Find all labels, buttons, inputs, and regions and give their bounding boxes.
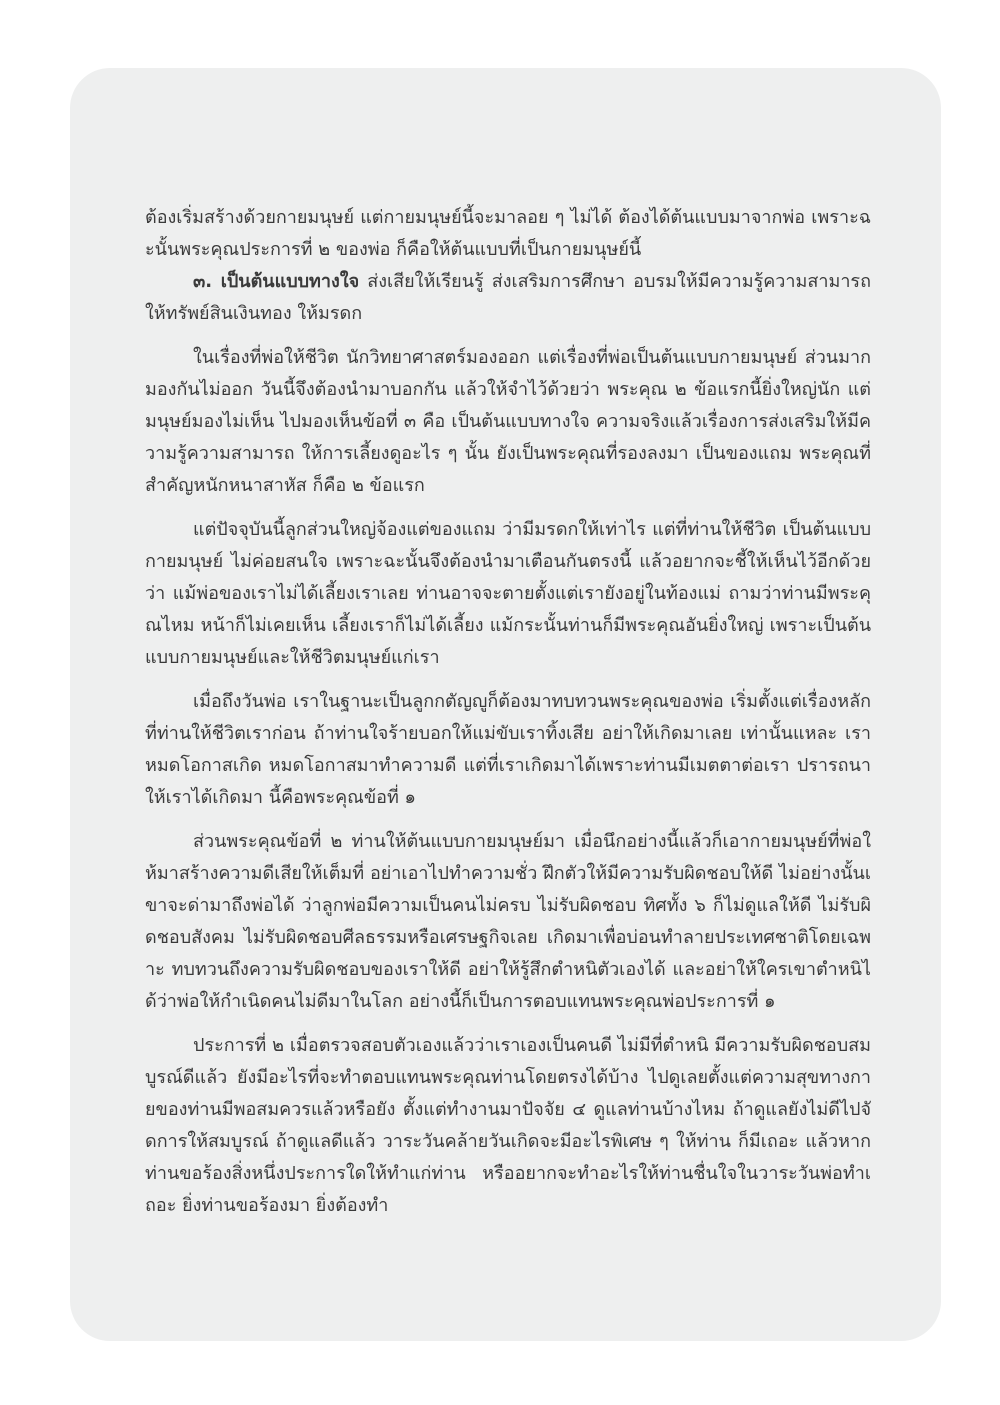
paragraph: ในเรื่องที่พ่อให้ชีวิต นักวิทยาศาสตร์มองออก แต่เรื่องที่พ่อเป็นต้นแบบกายมนุษย์ ส่วนมากมองกันไม่ออก วันนี้จึงต้องนำมาบอกกัน แล้วให้จำไว้ด้วยว่า พระคุณ ๒ ข้อแรกนี้ยิ่งใหญ่นัก แต่มนุษย์มองไม่เห็น ไปมองเห็นข้อที่ ๓ คือ เป็นต้นแบบทางใจ ความจริงแล้วเรื่องการส่งเสริมให้มีความรู้ความสามารถ ให้การเลี้ยงดูอะไร ๆ นั้น ยังเป็นพระคุณที่รองลงมา เป็นของแถม พระคุณที่สำคัญหนักหนาสาหัส ก็คือ ๒ ข้อแรก — [145, 347, 871, 496]
paragraph: ส่วนพระคุณข้อที่ ๒ ท่านให้ต้นแบบกายมนุษย์มา เมื่อนึกอย่างนี้แล้วก็เอากายมนุษย์ที่พ่อให้มาสร้างความดีเสียให้เต็มที่ อย่าเอาไปทำความชั่ว ฝึกตัวให้มีความรับผิดชอบให้ดี ไม่อย่างนั้นเขาจะด่ามาถึงพ่อได้ ว่าลูกพ่อมีความเป็นคนไม่ครบ ไม่รับผิดชอบ ทิศทั้ง ๖ ก็ไม่ดูแลให้ดี ไม่รับผิดชอบสังคม ไม่รับผิดชอบศีลธรรมหรือเศรษฐกิจเลย เกิดมาเพื่อบ่อนทำลายประเทศชาติโดยเฉพาะ ทบทวนถึงความรับผิดชอบของเราให้ดี อย่าให้รู้สึกตำหนิตัวเองได้ และอย่าให้ใครเขาตำหนิได้ว่าพ่อให้กำเนิดคนไม่ดีมาในโลก อย่างนี้ก็เป็นการตอบแทนพระคุณพ่อประการที่ ๑ — [145, 831, 871, 1012]
paragraph-item-3 — [145, 266, 871, 330]
paragraph: ประการที่ ๒ เมื่อตรวจสอบตัวเองแล้วว่าเราเองเป็นคนดี ไม่มีที่ตำหนิ มีความรับผิดชอบสมบูรณ์ดีแล้ว ยังมีอะไรที่จะทำตอบแทนพระคุณท่านโดยตรงได้บ้าง ไปดูเลยตั้งแต่ความสุขทางกายของท่านมีพอสมควรแล้วหรือยัง ตั้งแต่ทำงานมาปัจจัย ๔ ดูแลท่านบ้างไหม ถ้าดูแลยังไม่ดีไปจัดการให้สมบูรณ์ ถ้าดูแลดีแล้ว วาระวันคล้ายวันเกิดจะมีอะไรพิเศษ ๆ ให้ท่าน ก็มีเถอะ แล้วหากท่านขอร้องสิ่งหนึ่งประการใดให้ทำแก่ท่าน หรืออยากจะทำอะไรให้ท่านชื่นใจในวาระวันพ่อทำเถอะ ยิ่งท่านขอร้องมา ยิ่งต้องทำ — [145, 1035, 871, 1216]
paragraph-continuation: ต้องเริ่มสร้างด้วยกายมนุษย์ แต่กายมนุษย์นี้จะมาลอย ๆ ไม่ได้ ต้องได้ต้นแบบมาจากพ่อ เพราะฉะนั้นพระคุณประการที่ ๒ ของพ่อ ก็คือให้ต้นแบบที่เป็นกายมนุษย์นี้ — [145, 207, 871, 260]
item-3-heading: ๓. เป็นต้นแบบทางใจ — [193, 271, 360, 292]
body-text — [145, 202, 871, 1222]
item-3-text: ส่งเสียให้เรียนรู้ ส่งเสริมการศึกษา อบรมให้มีความรู้ความสามารถ ให้ทรัพย์สินเงินทอง ให้มรดก — [145, 271, 872, 324]
paragraph: แต่ปัจจุบันนี้ลูกส่วนใหญ่จ้องแต่ของแถม ว่ามีมรดกให้เท่าไร แต่ที่ท่านให้ชีวิต เป็นต้นแบบกายมนุษย์ ไม่ค่อยสนใจ เพราะฉะนั้นจึงต้องนำมาเตือนกันตรงนี้ แล้วอยากจะชี้ให้เห็นไว้อีกด้วยว่า แม้พ่อของเราไม่ได้เลี้ยงเราเลย ท่านอาจจะตายตั้งแต่เรายังอยู่ในท้องแม่ ถามว่าท่านมีพระคุณไหม หน้าก็ไม่เคยเห็น เลี้ยงเราก็ไม่ได้เลี้ยง แม้กระนั้นท่านก็มีพระคุณอันยิ่งใหญ่ เพราะเป็นต้นแบบกายมนุษย์และให้ชีวิตมนุษย์แก่เรา — [145, 519, 871, 668]
paragraph: เมื่อถึงวันพ่อ เราในฐานะเป็นลูกกตัญญูก็ต้องมาทบทวนพระคุณของพ่อ เริ่มตั้งแต่เรื่องหลักที่ท่านให้ชีวิตเราก่อน ถ้าท่านใจร้ายบอกให้แม่ขับเราทิ้งเสีย อย่าให้เกิดมาเลย เท่านั้นแหละ เราหมดโอกาสเกิด หมดโอกาสมาทำความดี แต่ที่เราเกิดมาได้เพราะท่านมีเมตตาต่อเรา ปรารถนาให้เราได้เกิดมา นี้คือพระคุณข้อที่ ๑ — [145, 691, 871, 808]
